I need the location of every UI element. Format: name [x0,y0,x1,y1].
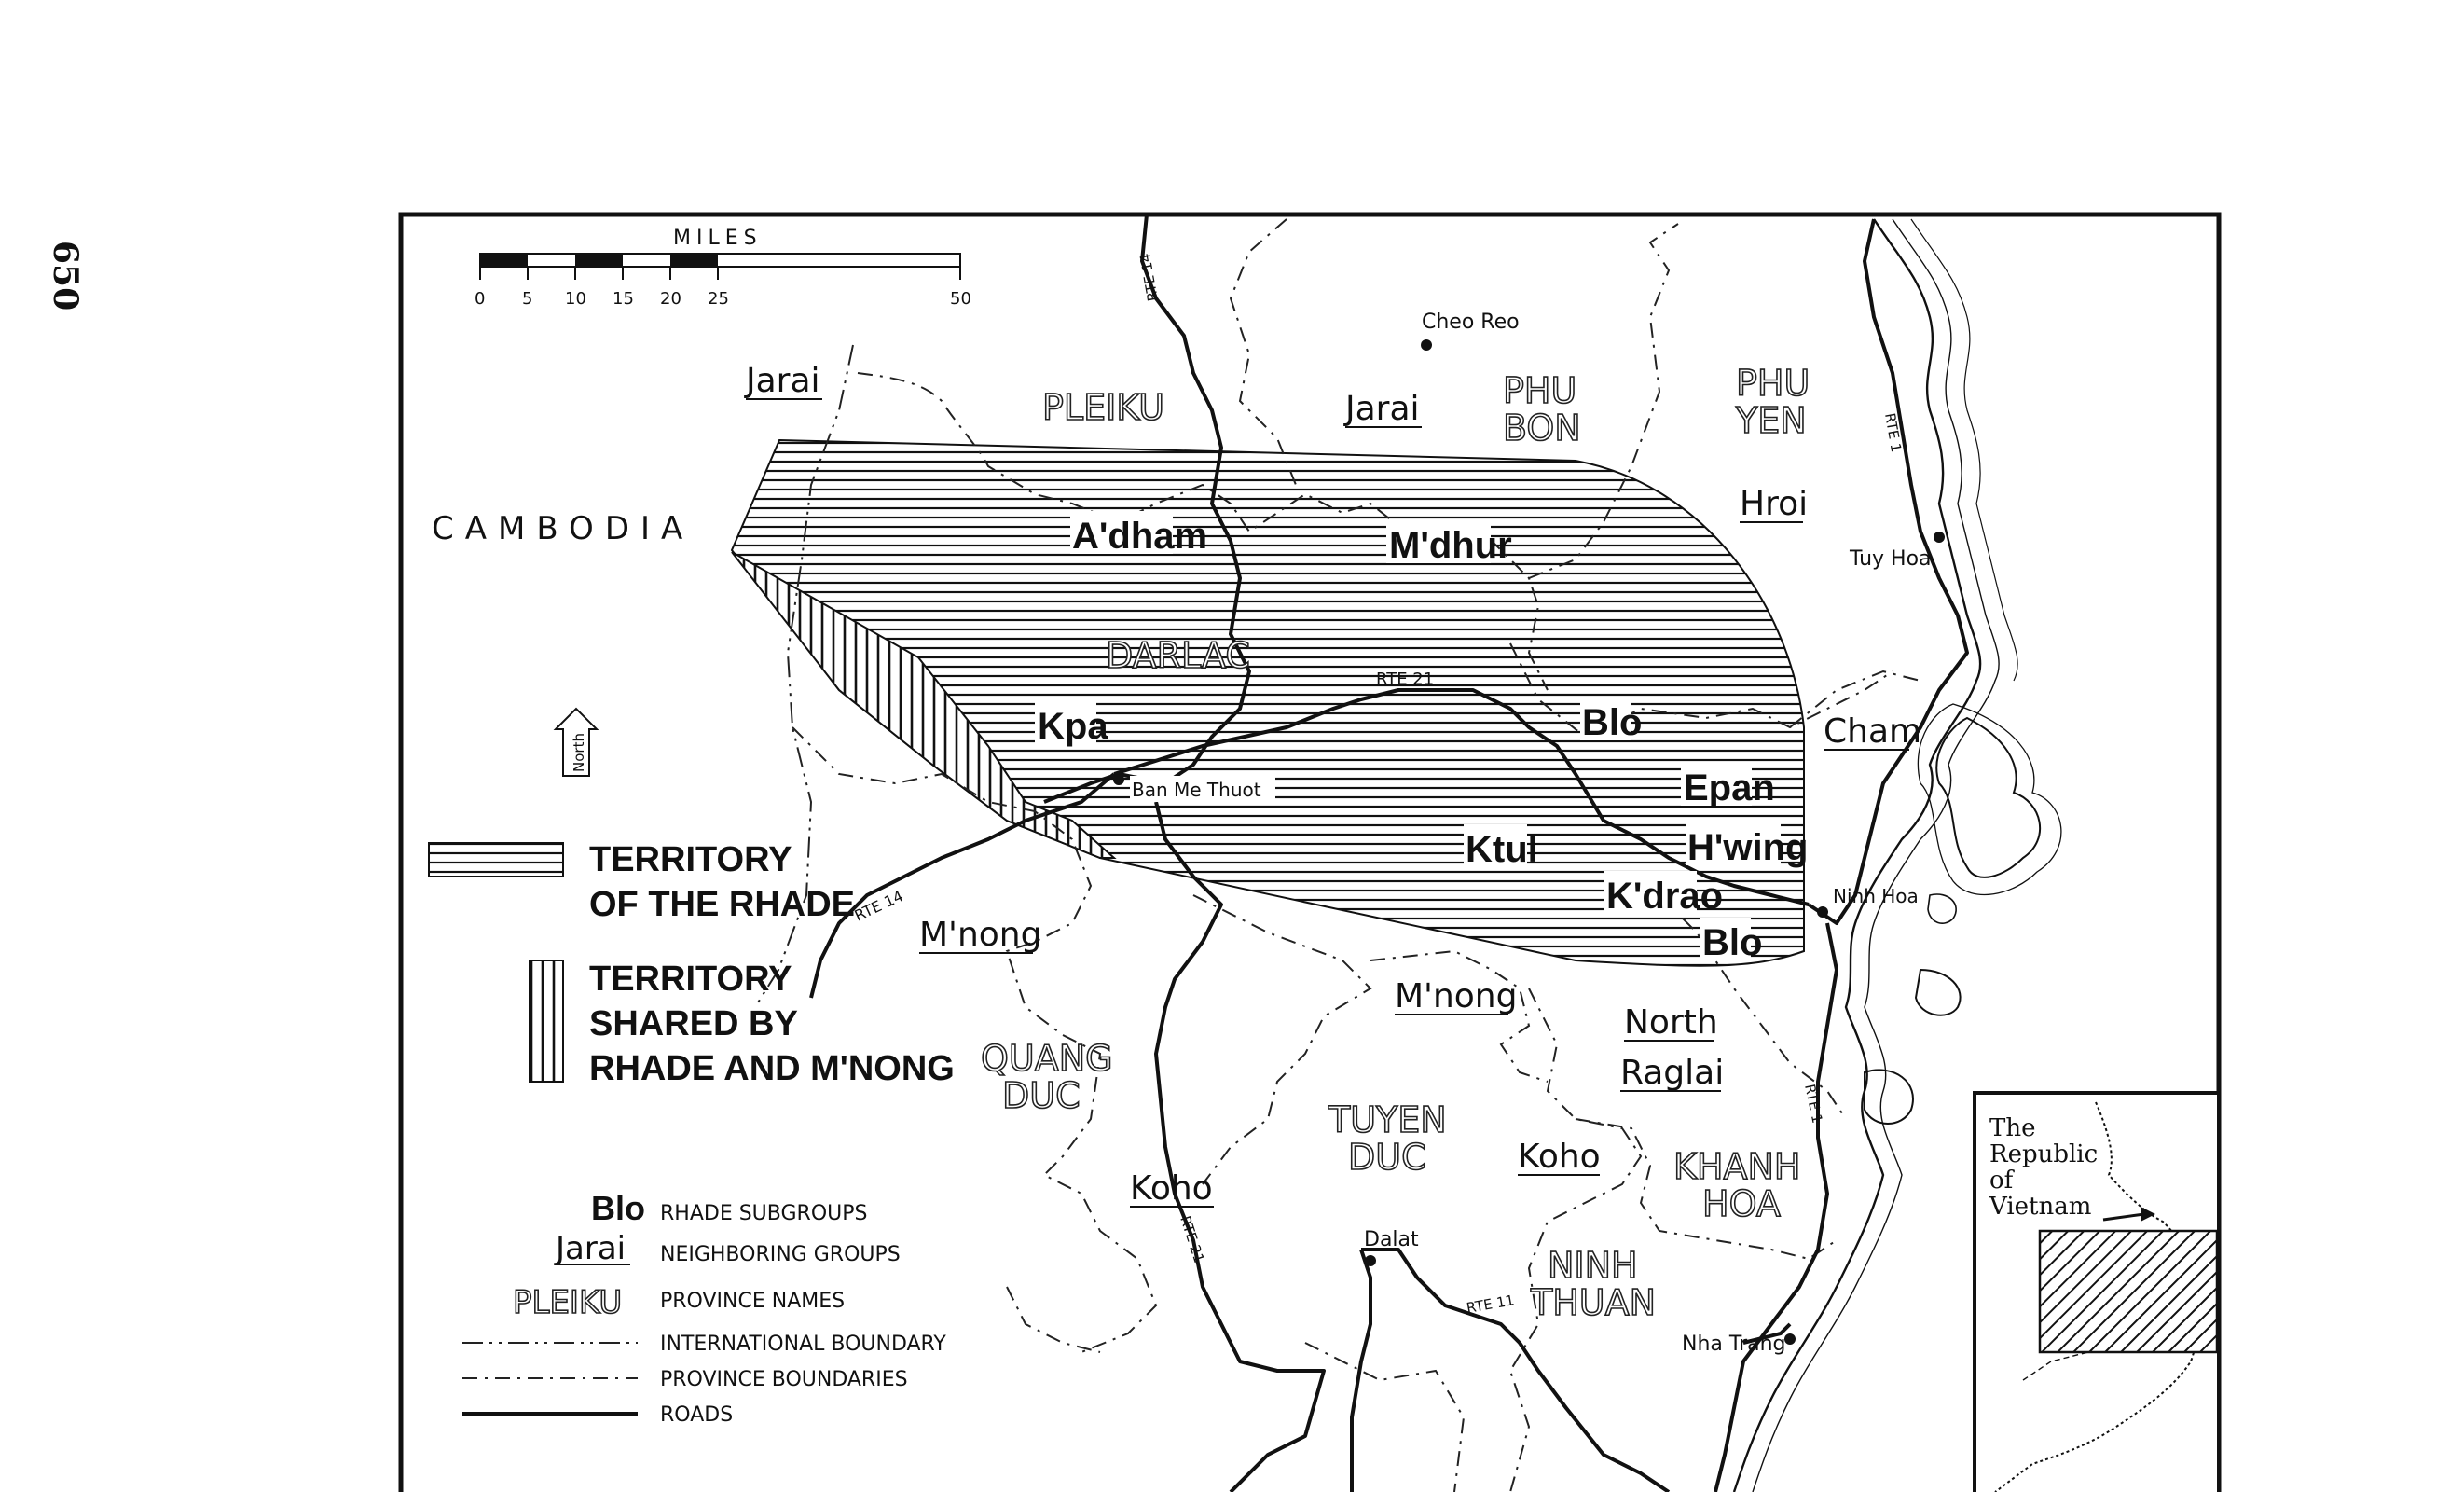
province-label-quang-duc [981,1038,1113,1116]
route-label: RTE 11 [1465,1292,1516,1317]
province-label-line: KHANH [1673,1146,1801,1187]
legend-key-label: RHADE SUBGROUPS [660,1202,868,1225]
scale-tick-label: 5 [522,289,533,309]
province-label-pleiku: PLEIKU [1042,387,1165,428]
route-label: RTE 14 [851,887,906,925]
route-label: RTE 21 [1177,1213,1208,1265]
town-label-tuy-hoa: Tuy Hoa [1850,547,1932,571]
route-label: RTE 1 [1801,1083,1826,1126]
scale-bar [475,227,971,309]
inset-title-line: Vietnam [1989,1193,2092,1221]
province-label-line: BON [1503,408,1581,449]
legend-key-label: NEIGHBORING GROUPS [660,1243,901,1266]
subgroup-label-mdhur: M'dhur [1389,525,1512,566]
province-label-line: PHU [1503,370,1577,411]
subgroup-label-hwing: H'wing [1687,827,1809,868]
island [1928,894,1956,923]
province-boundary [1305,1343,1464,1492]
scale-tick-label: 15 [613,289,634,309]
scale-tick-label: 10 [565,289,586,309]
inset-title-line: The [1989,1114,2036,1142]
legend-key-label: ROADS [660,1403,734,1427]
group-label-mnong-west: M'nong [919,916,1042,954]
legend-swatch-shared-territory [530,960,563,1082]
town-dot-cheo-reo [1421,339,1432,351]
road-rte21-south [1156,802,1324,1492]
legend-swatch-rhade-territory [429,843,563,877]
legend-key-label: INTERNATIONAL BOUNDARY [660,1333,946,1356]
legend-key-label: PROVINCE NAMES [660,1290,846,1313]
province-boundary [1193,895,1370,1184]
subgroup-label-kpa: Kpa [1038,706,1108,747]
peninsula [1936,718,2040,877]
scale-title: MILES [673,227,763,250]
road-dalat-south [1352,1250,1370,1492]
legend-sample-province: PLEIKU [513,1284,623,1321]
group-label-jarai-west: Jarai [746,362,820,400]
group-label-line: Raglai [1620,1054,1725,1092]
north-arrow-label: North [571,733,587,772]
legend-label-line: RHADE AND M'NONG [589,1049,955,1088]
province-label-line: QUANG [981,1038,1113,1079]
province-label-phu-yen [1735,363,1810,441]
subgroup-label-kdrao: K'drao [1606,876,1724,917]
province-boundary [1231,219,1296,485]
route-label: RTE 21 [1376,670,1435,689]
province-label-line: THUAN [1531,1282,1657,1323]
subgroup-label-adham: A'dham [1072,516,1208,557]
inset-map [1975,1093,2219,1492]
coastline-offset-outer [1911,219,2017,681]
province-label-tuyen-duc [1328,1099,1447,1178]
subgroup-label-epan: Epan [1684,767,1775,808]
legend-label-line: TERRITORY [589,840,792,879]
town-label-cheo-reo: Cheo Reo [1422,311,1520,334]
group-label-north-raglai [1620,1003,1724,1092]
scale-tick-label: 20 [660,289,681,309]
town-label-dalat: Dalat [1364,1228,1419,1251]
legend [429,840,955,1427]
group-label-cham: Cham [1824,712,1922,751]
route-label: RTE 14 [1136,252,1162,303]
group-label-line: North [1624,1003,1718,1042]
legend-label-shared-territory [589,960,955,1088]
subgroup-label-blo-south: Blo [1702,922,1763,963]
town-label-ban-me-thuot: Ban Me Thuot [1132,779,1261,801]
legend-sample-subgroup: Blo [591,1189,645,1227]
province-label-line: HOA [1702,1183,1781,1224]
town-dot-ninh-hoa [1817,906,1828,918]
country-label-cambodia: CAMBODIA [432,510,695,547]
province-label-line: NINH [1548,1245,1638,1286]
town-label-nha-trang: Nha Trang [1682,1333,1786,1356]
legend-sample-neighbor: Jarai [556,1230,626,1267]
town-dot-dalat [1365,1255,1376,1266]
inset-highlight-area [2040,1231,2217,1352]
group-label-jarai-north: Jarai [1345,390,1420,428]
province-label-line: TUYEN [1328,1099,1447,1140]
province-boundary [1370,951,1548,1082]
group-label-mnong-east: M'nong [1395,977,1518,1015]
province-label-darlac: DARLAC [1106,635,1250,676]
legend-label-line: TERRITORY [589,960,792,999]
scale-tick-label: 0 [475,289,486,309]
legend-key-label: PROVINCE BOUNDARIES [660,1368,908,1391]
province-label-line: DUC [1348,1137,1426,1178]
island [1916,970,1961,1015]
town-label-ninh-hoa: Ninh Hoa [1833,885,1919,907]
province-label-khanh-hoa [1673,1146,1801,1224]
route-label: RTE 1 [1881,411,1906,454]
group-label-koho-west: Koho [1130,1169,1213,1208]
island [1865,1070,1913,1124]
province-boundary [1007,1287,1100,1352]
province-label-line: PHU [1736,363,1810,404]
legend-label-line: OF THE RHADE [589,885,855,924]
town-dot-ban-me-thuot [1113,774,1124,785]
province-label-ninh-thuan [1530,1245,1656,1323]
province-label-line: YEN [1736,400,1807,441]
legend-label-line: SHARED BY [589,1004,798,1043]
scale-tick-label: 50 [950,289,971,309]
north-arrow [556,709,597,776]
subgroup-label-ktul: Ktul [1466,829,1538,870]
province-label-line: DUC [1002,1075,1081,1116]
group-label-koho-east: Koho [1518,1138,1601,1176]
road-rte14-south [811,774,1114,998]
province-label-phu-bon [1503,370,1581,449]
scale-tick-label: 25 [708,289,729,309]
page-number: 650 [46,241,85,311]
town-dot-tuy-hoa [1934,532,1945,543]
subgroup-label-blo-north: Blo [1582,702,1643,743]
inset-title-line: Republic [1989,1140,2099,1168]
road-rte1-north [1809,219,1967,923]
legend-label-rhade-territory [589,840,855,924]
group-label-hroi: Hroi [1740,485,1809,523]
inset-title-line: of [1989,1167,2014,1195]
town-dot-nha-trang [1784,1333,1796,1345]
